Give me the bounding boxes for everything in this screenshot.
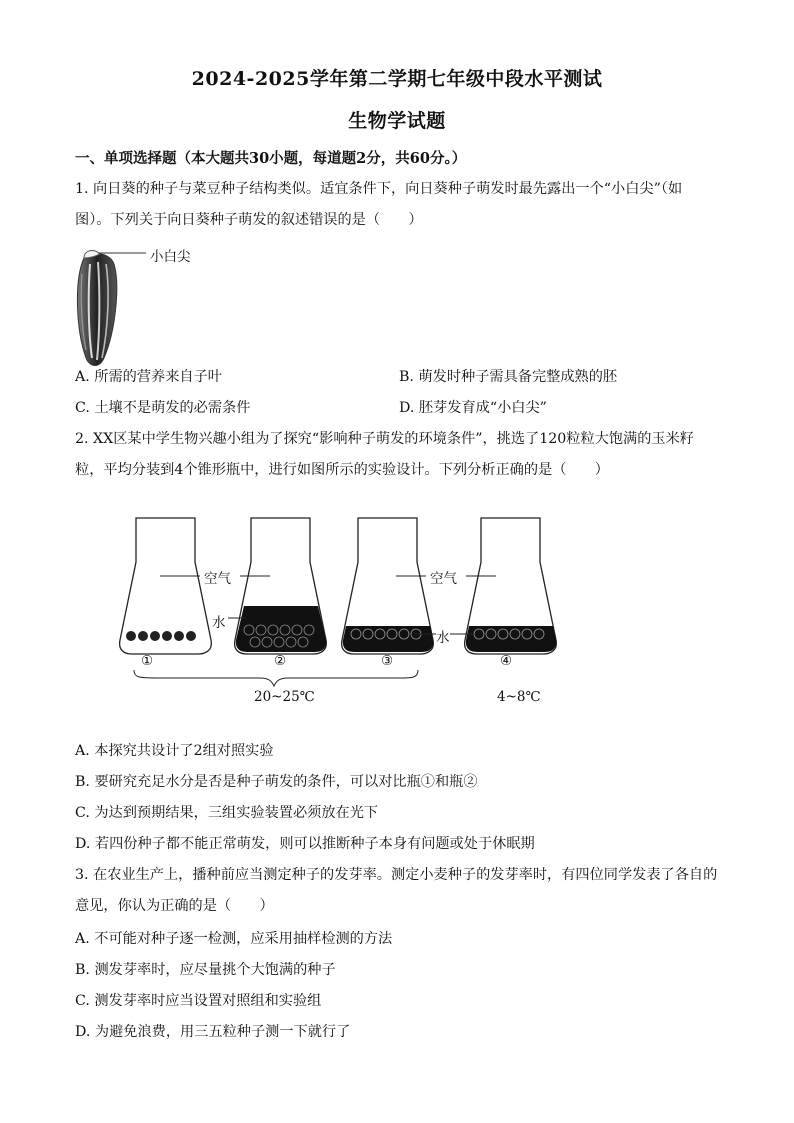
q2-option-d[interactable]: D. 若四份种子都不能正常萌发，则可以推断种子本身有问题或处于休眠期 [75,836,535,852]
flask-1 [120,518,212,654]
flask-4-number: ④ [500,653,513,669]
temperature-group-2: 4~8℃ [497,689,541,705]
q1-option-c[interactable]: C. 土壤不是萌发的必需条件 [75,400,251,416]
flask-3-number: ③ [381,653,394,669]
q3-option-a[interactable]: A. 不可能对种子逐一检测，应采用抽样检测的方法 [75,931,393,947]
temperature-group-1: 20~25℃ [254,689,315,705]
q2-option-a[interactable]: A. 本探究共设计了2组对照实验 [75,743,274,759]
exam-subtitle: 生物学试题 [348,110,446,132]
q3-stem-line1: 3. 在农业生产上，播种前应当测定种子的发芽率。测定小麦种子的发芽率时，有四位同学发表了各自的 [75,867,718,883]
air-label-left: 空气 [204,571,231,587]
flask-2-number: ② [274,653,287,669]
flask-experiment-figure [100,510,560,710]
q1-option-a[interactable]: A. 所需的营养来自子叶 [75,369,222,385]
q1-option-b[interactable]: B. 萌发时种子需具备完整成熟的胚 [399,369,618,385]
q3-option-c[interactable]: C. 测发芽率时应当设置对照组和实验组 [75,993,322,1009]
q3-option-b[interactable]: B. 测发芽率时，应尽量挑个大饱满的种子 [75,962,336,978]
q2-stem-line2: 粒，平均分装到4个锥形瓶中，进行如图所示的实验设计。下列分析正确的是（ ） [75,462,609,478]
water-label-left: 水 [212,615,226,631]
flask-2 [235,518,327,654]
flask-1-number: ① [141,653,154,669]
q1-option-d[interactable]: D. 胚芽发育成“小白尖” [399,400,547,416]
q2-option-b[interactable]: B. 要研究充足水分是否是种子萌发的条件，可以对比瓶①和瓶② [75,774,478,790]
exam-title: 2024-2025学年第二学期七年级中段水平测试 [191,68,603,90]
flask-1-seeds [126,631,196,641]
q3-option-d[interactable]: D. 为避免浪费，用三五粒种子测一下就行了 [75,1024,351,1040]
water-label-right: 水 [436,630,450,646]
q1-stem-line2: 图）。下列关于向日葵种子萌发的叙述错误的是（ ） [75,212,423,228]
q2-option-c[interactable]: C. 为达到预期结果，三组实验装置必须放在光下 [75,805,379,821]
q3-stem-line2: 意见，你认为正确的是（ ） [75,898,274,914]
q2-stem-line1: 2. XX区某中学生物兴趣小组为了探究“影响种子萌发的环境条件”，挑选了120粒粒大饱满的玉米籽 [75,431,694,447]
flask-4 [465,518,557,654]
section-heading: 一、单项选择题（本大题共30小题，每道题2分，共60分。） [75,150,467,167]
q1-stem-line1: 1. 向日葵的种子与菜豆种子结构类似。适宜条件下，向日葵种子萌发时最先露出一个“小白尖”（如 [75,181,683,197]
air-label-right: 空气 [430,571,457,587]
white-tip-label: 小白尖 [150,249,191,265]
